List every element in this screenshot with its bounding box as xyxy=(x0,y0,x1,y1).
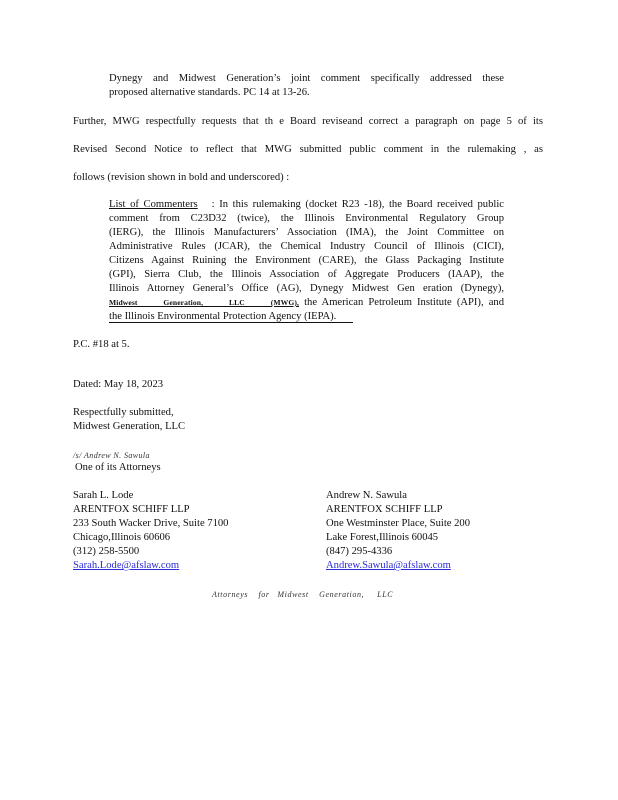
quote-line-8-rest: the American Petroleum Institute (API), and xyxy=(304,297,504,308)
quote-line-9-text: the Illinois Environmental Protection Agency (IEPA). xyxy=(109,311,337,322)
quote-line-2: comment from C23D32 (twice), the Illinois Environmental Regulatory Group xyxy=(109,213,504,224)
attorney-address: One Westminster Place, Suite 200 xyxy=(326,518,471,529)
attorney-city: Lake Forest,Illinois 60045 xyxy=(326,532,439,543)
quote-line-8 xyxy=(109,296,504,310)
further-line-3: follows (revision shown in bold and underscored) : xyxy=(73,172,290,183)
further-line-2: Revised Second Notice to reflect that MWG submitted public comment in the rulemaking , as xyxy=(73,144,543,155)
electronic-signature: /s/ Andrew N. Sawula xyxy=(73,451,150,460)
closing-block xyxy=(73,406,185,434)
attorney-phone: (847) 295-4336 xyxy=(326,546,393,557)
attorney-address: 233 South Wacker Drive, Suite 7100 xyxy=(73,518,229,529)
citation: P.C. #18 at 5. xyxy=(73,339,130,350)
dated-line: Dated: May 18, 2023 xyxy=(73,379,164,390)
commenters-quote xyxy=(109,198,504,324)
intro-line-1: Dynegy and Midwest Generation’s joint comment specifically addressed these xyxy=(109,73,504,84)
attorney-block-right xyxy=(326,489,471,573)
intro-paragraph xyxy=(109,72,504,100)
attorney-email-link[interactable]: Sarah.Lode@afslaw.com xyxy=(73,560,180,571)
attorney-name: Sarah L. Lode xyxy=(73,490,134,501)
attorney-block-left xyxy=(73,489,228,573)
footer-attorneys-line: Attorneys for Midwest Generation, LLC xyxy=(212,590,394,599)
closing-line-1: Respectfully submitted, xyxy=(73,407,174,418)
quote-line-5: Citizens Against Ruining the Environment (CARE), the Glass Packaging Institute xyxy=(109,255,504,266)
quote-line-1 xyxy=(109,198,504,212)
attorney-city: Chicago,Illinois 60606 xyxy=(73,532,171,543)
intro-line-2: proposed alternative standards. PC 14 at 13-26. xyxy=(109,87,310,98)
quote-line-1-text: : In this rulemaking (docket R23 -18), the Board received public xyxy=(211,199,504,210)
attorney-email-link[interactable]: Andrew.Sawula@afslaw.com xyxy=(326,560,451,571)
list-of-commenters-heading: List of Commenters xyxy=(109,199,198,210)
attorney-phone: (312) 258-5500 xyxy=(73,546,140,557)
quote-line-4: Administrative Rules (JCAR), the Chemical Industry Council of Illinois (CICI), xyxy=(109,241,504,252)
quote-line-6: (GPI), Sierra Club, the Illinois Association of Aggregate Producers (IAAP), the xyxy=(109,269,504,280)
quote-line-9-underline xyxy=(109,322,353,323)
mwg-inserted-text: Midwest Generation, LLC (MWG), xyxy=(109,298,299,307)
attorney-firm: ARENTFOX SCHIFF LLP xyxy=(73,504,190,515)
further-line-1: Further, MWG respectfully requests that th e Board reviseand correct a paragraph on page 5 of its xyxy=(73,116,543,127)
quote-line-3: (IERG), the Illinois Manufacturers’ Association (IMA), the Joint Committee on xyxy=(109,227,504,238)
attorney-firm: ARENTFOX SCHIFF LLP xyxy=(326,504,443,515)
signature-role: One of its Attorneys xyxy=(75,462,161,473)
quote-line-7: Illinois Attorney General’s Office (AG), Dynegy Midwest Gen eration (Dynegy), xyxy=(109,283,504,294)
attorney-name: Andrew N. Sawula xyxy=(326,490,407,501)
closing-line-2: Midwest Generation, LLC xyxy=(73,421,186,432)
